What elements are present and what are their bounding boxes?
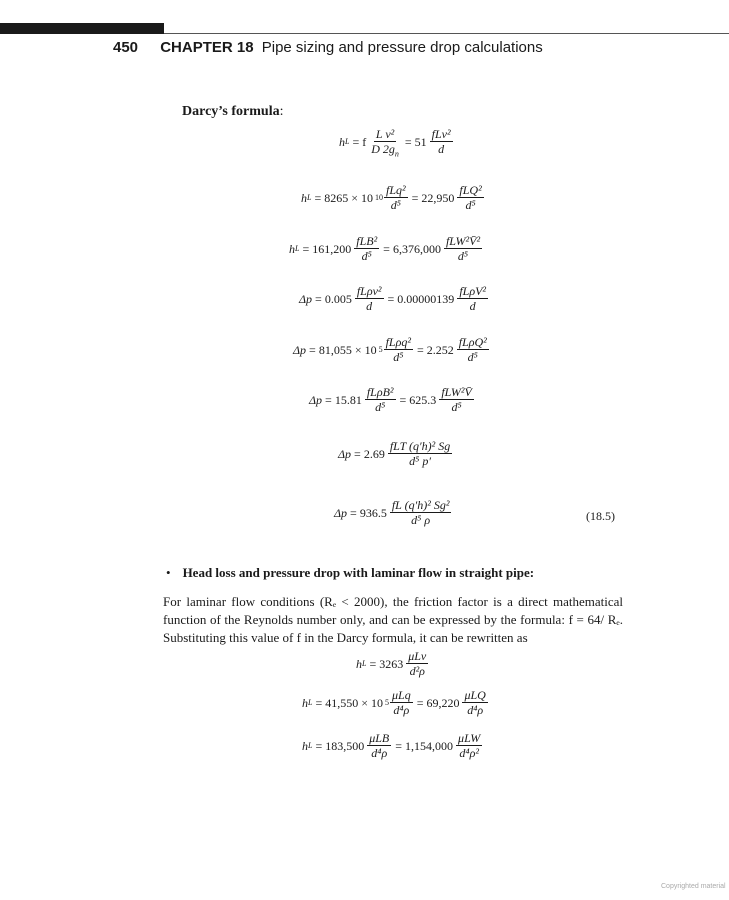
bullet-symbol: •	[166, 565, 171, 580]
equation-fraction	[456, 732, 482, 759]
fraction-numerator: fLρq²	[385, 335, 411, 349]
fraction-denominator-text: D 2g	[371, 142, 395, 156]
equation-3: h L = 161,200 $\frac{\text{fLB²}}{\text{d⁵}}$ = 6,376,000 $\frac{\text{fLW²V̄²}}{\text{d⁵}}$	[289, 234, 481, 263]
equation-term: = 41,550 × 10	[315, 695, 383, 710]
fraction-denominator-text: d⁴ρ²	[459, 746, 479, 760]
equation-lhs: Δp	[299, 291, 313, 306]
fraction-denominator-subscript: n	[394, 149, 399, 159]
equation-lhs: Δp	[293, 342, 307, 357]
fraction-denominator-text: d	[438, 142, 445, 156]
equation-fraction	[444, 235, 482, 262]
fraction-numerator: fLv²	[431, 127, 451, 141]
equation-fraction	[388, 440, 452, 467]
fraction-denominator	[465, 703, 485, 716]
fraction-denominator	[466, 350, 480, 363]
equation-lhs: h	[302, 695, 308, 710]
equation-term: = 2.69	[354, 446, 385, 461]
section-title-colon: :	[279, 104, 284, 119]
equation-6	[309, 386, 475, 413]
equation-4	[299, 285, 489, 312]
fraction-denominator	[468, 299, 478, 312]
equation-fraction	[457, 285, 488, 312]
equation-fraction	[367, 732, 391, 759]
equation-fraction	[390, 499, 452, 526]
equation-term: = 0.00000139	[387, 291, 455, 306]
fraction-denominator-text: d⁵	[375, 400, 386, 414]
page-number: 450	[113, 39, 139, 56]
fraction-denominator	[369, 746, 389, 759]
equation-term: = 0.005	[315, 291, 352, 306]
equation-term: = 22,950	[411, 190, 455, 205]
fraction-numerator: μLB	[369, 731, 390, 745]
fraction-denominator-text: d²ρ	[409, 664, 425, 678]
fraction-denominator	[408, 664, 427, 677]
equation-lhs: Δp	[309, 392, 323, 407]
equation-term: = 161,200	[302, 241, 352, 256]
header-bar	[0, 23, 164, 34]
equation-fraction	[457, 336, 489, 363]
equation-term: = 2.252	[416, 342, 454, 357]
fraction-denominator	[409, 513, 432, 526]
fraction-denominator-text: d⁴ρ	[371, 746, 388, 760]
fraction-numerator: fLB²	[356, 234, 378, 248]
fraction-numerator: μLv	[408, 649, 427, 663]
fraction-numerator: L v²	[375, 127, 395, 141]
running-head	[113, 39, 543, 56]
equation-term: = 625.3	[399, 392, 437, 407]
fraction-numerator: fLq²	[386, 183, 406, 197]
body-paragraph: For laminar flow conditions (Rₑ < 2000), the friction factor is a direct mathematical function of the Reynolds number only, and can be expressed by the formula: f = 64/ Rₑ. Substituting this value of f in the Darcy formula, it can be rewritten as	[163, 594, 623, 645]
fraction-denominator	[369, 142, 401, 159]
fraction-numerator: fLQ²	[459, 183, 482, 197]
fraction-denominator	[391, 703, 411, 716]
equation-number: (18.5)	[586, 509, 615, 523]
equation-fraction	[355, 285, 384, 312]
section-title-text: Darcy’s formula	[182, 104, 280, 119]
fraction-numerator: μLW	[458, 731, 481, 745]
equation-fraction	[354, 235, 379, 262]
equation-term: = 6,376,000	[383, 241, 441, 256]
equation-fraction	[430, 128, 453, 155]
fraction-numerator: fLρv²	[356, 284, 382, 298]
equation-8	[334, 499, 452, 526]
fraction-denominator	[373, 400, 387, 413]
fraction-denominator	[407, 454, 433, 467]
equation-term: = 69,220	[416, 695, 460, 710]
fraction-denominator	[391, 350, 405, 363]
fraction-denominator-text: d⁵ p′	[409, 454, 431, 468]
copyright-notice: Copyrighted material	[661, 883, 726, 890]
fraction-denominator	[456, 249, 470, 262]
equation-lhs: h	[302, 738, 308, 753]
fraction-denominator	[436, 142, 446, 155]
fraction-numerator: μLQ	[464, 688, 486, 702]
bullet-heading-text: Head loss and pressure drop with laminar flow in straight pipe:	[182, 565, 535, 580]
fraction-denominator-text: d⁵	[451, 400, 462, 414]
equation-lhs: h	[356, 656, 362, 671]
fraction-denominator	[457, 746, 481, 759]
fraction-numerator: fLT (q′h)² Sg	[389, 439, 451, 453]
fraction-denominator-text: d	[469, 299, 476, 313]
fraction-numerator: μLq	[392, 688, 411, 702]
equation-1: h L = f $\frac{\text{L v²}}{D 2g_n}$ = 51 $\frac{\text{fLv²}}{d}$	[339, 127, 451, 159]
fraction-numerator: fLρV²	[459, 284, 487, 298]
equation-term: = 936.5	[350, 505, 387, 520]
chapter-title: Pipe sizing and pressure drop calculations	[261, 39, 543, 56]
fraction-denominator-text: d⁵ ρ	[411, 513, 431, 527]
equation-term: = 183,500	[315, 738, 365, 753]
equation-term: = 3263	[369, 656, 404, 671]
fraction-denominator-text: d⁵	[390, 198, 401, 212]
header-rule	[164, 33, 729, 34]
fraction-denominator	[389, 198, 403, 211]
fraction-denominator-text: d⁵	[465, 198, 476, 212]
equation-lhs: h	[289, 241, 295, 256]
equation-5: Δp = 81,055 × 10 5 $\frac{\text{fLρq²}}{\text{d⁵}}$ = 2.252 $\frac{\text{fLρQ²}}{\text{d⁵}}$	[293, 335, 487, 364]
fraction-denominator-text: d⁴ρ	[467, 703, 484, 717]
equation-fraction	[384, 336, 413, 363]
fraction-denominator	[364, 299, 374, 312]
equation-lhs: h	[339, 134, 345, 149]
equation-fraction	[384, 184, 408, 211]
equation-fraction	[462, 689, 487, 716]
equation-lhs: Δp	[338, 446, 352, 461]
fraction-denominator	[360, 249, 374, 262]
equation-lhs: h	[301, 190, 307, 205]
equation-term: = f	[352, 134, 367, 149]
equation-term: = 81,055 × 10	[309, 342, 377, 357]
equation-fraction	[369, 127, 401, 159]
fraction-numerator: fLρB²	[366, 385, 394, 399]
equation-term: = 15.81	[325, 392, 362, 407]
equation-fraction	[365, 386, 396, 413]
bullet-heading	[166, 565, 534, 581]
fraction-denominator	[463, 198, 477, 211]
equation-term: = 8265 × 10	[314, 190, 373, 205]
equation-2: h L = 8265 × 10 10 $\frac{\text{fLq²}}{\text{d⁵}}$ = 22,950 $\frac{\text{fLQ²}}{\text{d⁵}}$	[301, 183, 482, 212]
fraction-denominator-text: d	[366, 299, 373, 313]
equation-fraction	[406, 650, 428, 677]
equation-term: = 1,154,000	[395, 738, 454, 753]
equation-7	[338, 440, 453, 467]
fraction-numerator: fLW²V̄²	[445, 234, 481, 248]
fraction-numerator: fLρQ²	[458, 335, 487, 349]
fraction-denominator-text: d⁴ρ	[393, 703, 410, 717]
equation-10: h L = 41,550 × 10 5 $\frac{\text{μLq}}{\text{d⁴ρ}}$ = 69,220 $\frac{\text{μLQ}}{\text{d⁴ρ}}$	[302, 688, 486, 717]
fraction-denominator	[449, 400, 463, 413]
equation-fraction	[439, 386, 474, 413]
equation-lhs: Δp	[334, 505, 348, 520]
fraction-numerator: fL (q′h)² Sg²	[391, 498, 450, 512]
fraction-denominator-text: d⁵	[361, 249, 372, 263]
chapter-label: CHAPTER 18	[160, 39, 254, 56]
equation-fraction	[457, 184, 483, 211]
fraction-denominator-text: d⁵	[457, 249, 469, 263]
equation-term: = 51	[404, 134, 427, 149]
fraction-denominator-text: d⁵	[467, 350, 478, 364]
equation-9: h L = 3263 $\frac{\text{μLv}}{\text{d²ρ}}$	[356, 649, 427, 678]
equation-11: h L = 183,500 $\frac{\text{μLB}}{\text{d⁴ρ}}$ = 1,154,000 $\frac{\text{μLW}}{\text{d⁴ρ²}}$	[302, 731, 481, 760]
fraction-denominator-text: d⁵	[393, 350, 404, 364]
fraction-numerator: fLW²V̄	[441, 385, 472, 399]
equation-fraction	[390, 689, 413, 716]
section-title	[182, 104, 283, 120]
